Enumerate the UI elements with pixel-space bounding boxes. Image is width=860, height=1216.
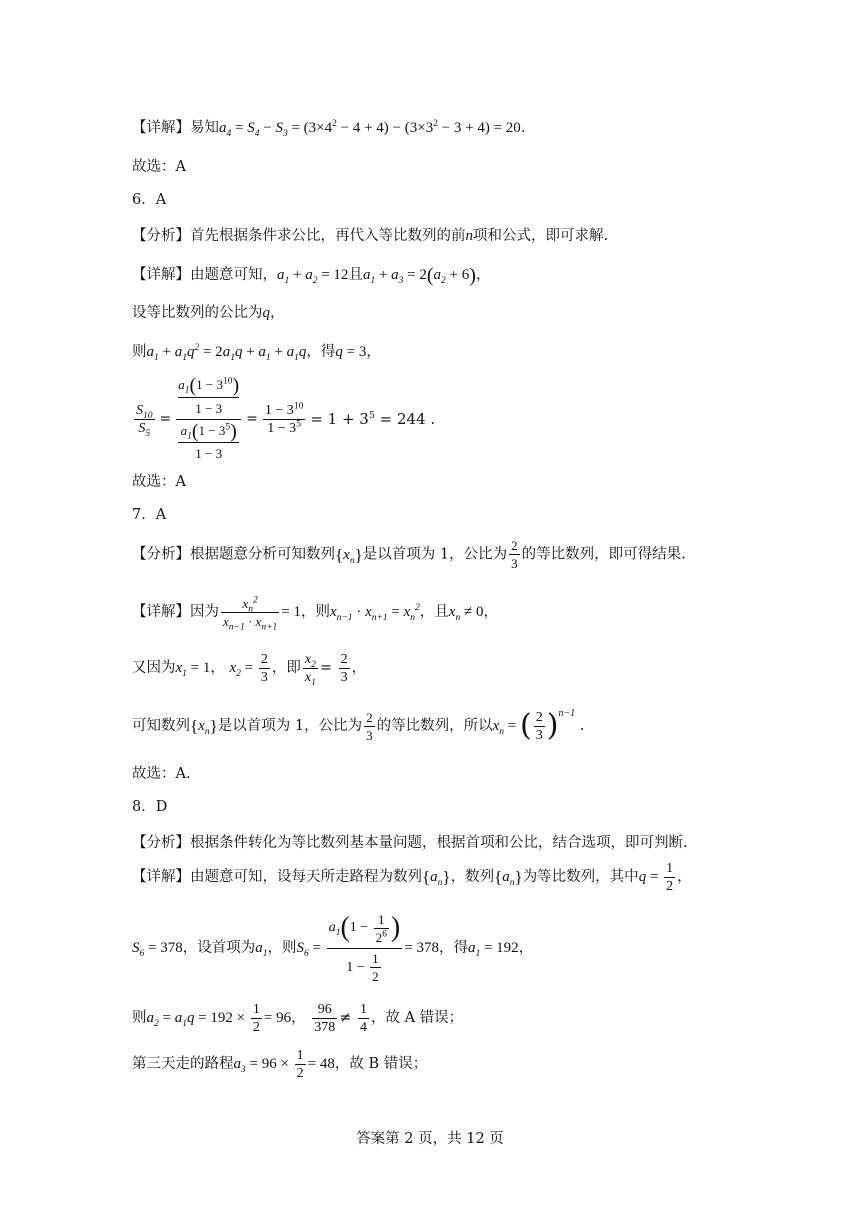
q5-formula: $a_4 = S_4 - S_3 = (3\times 4^2 - 4 + 4) - (3\times 3^2 - 3 + 4) = 20$ (219, 119, 521, 139)
page-footer: 答案第 2 页，共 12 页 (356, 1131, 504, 1147)
q5-detail-label: 【详解】易知 (132, 120, 219, 136)
q7-detail-line: 【详解】因为 $\frac{x_n^2}{x_{n-1} \cdot x_{n+1}}$ = 1，则$x_{n-1} \cdot x_{n+1} = x_n^2$，且$x_n \ne 0$， (132, 595, 498, 633)
q7-also-line: 又因为$x_1 = 1$， $x_2$ = $\frac{2}{3}$ ，即 $\frac{x_2}{x_1}$ = $\frac{2}{3}$ ， (132, 651, 367, 688)
q8-sum-line: $S_6 = 378$，设首项为$a_1$，则$S_6$ = $a_1(1$ − $\frac{1}{2^6}$ ) 1 − $\frac{1}{2}$ = 378，得$a_1 = 192$， (132, 906, 533, 990)
q6-detail-line: 【详解】由题意可知，$a_1 + a_2 = 12$且$a_1 + a_3 = 2(a_2 + 6)$， (132, 264, 491, 287)
q6-second-eq: $a_1 + a_3 = 2(a_2 + 6)$ (362, 264, 476, 287)
q6-solve-eq: $a_1 + a_1q^2 = 2a_1q + a_1 + a_1q$ (146, 343, 307, 363)
q8-detail-line: 【详解】由题意可知，设每天所走路程为数列$\{a_n\}$，数列$\{a_n\}$为等比数列，其中q = $\frac{1}{2}$ ， (132, 860, 692, 894)
q8-number: 8．D (132, 799, 168, 815)
q6-number: 6．A (132, 192, 167, 208)
q8-third-line: 第三天走的路程$a_3 = 96$ × $\frac{1}{2}$ = 48，故 B 错误； (132, 1047, 428, 1081)
q6-solve-line: 则$a_1 + a_1q^2 = 2a_1q + a_1 + a_1q$，得q = 3， (132, 343, 381, 363)
q5-choice: 故选：A (132, 159, 186, 175)
q6-ratio-line: 设等比数列的公比为q， (132, 305, 285, 321)
q7-known-line: 可知数列$\{x_n\}$是以首项为 1，公比为 $\frac{2}{3}$ 的等比数列，所以$x_n$ = ( $\frac{2}{3}$ )$^{n-1}$ . (132, 708, 585, 743)
q8-second-line: 则$a_2 = a_1q = 192$ × $\frac{1}{2}$ = 96， $\frac{96}{378}$ ≠ $\frac{1}{4}$ ，故 A 错误； (132, 1001, 464, 1035)
q7-analysis: 【分析】根据题意分析可知数列$\{x_n\}$是以首项为 1，公比为 $\frac{2}{3}$ 的等比数列，即可得结果. (132, 538, 686, 571)
q6-analysis: 【分析】首先根据条件求公比，再代入等比数列的前n项和公式，即可求解. (132, 228, 609, 244)
q7-number: 7．A (132, 507, 167, 523)
q6-sum-eq: $a_1 + a_2 = 12$ (277, 267, 349, 286)
q6-choice: 故选：A (132, 474, 186, 490)
q6-ratio-formula: $\frac{S_{10}}{S_5}$ = $a_1(1 - 3^{10})$ 1 − 3 $a_1(1 - 3^5)$ 1 − 3 = $\frac{1 - 3^{10}}{1 - 3^5}$ = $1 + 3^5 = 244$ . (136, 374, 436, 462)
q7-choice: 故选：A. (132, 766, 191, 782)
q8-analysis: 【分析】根据条件转化为等比数列基本量问题，根据首项和公比，结合选项，即可判断. (132, 835, 688, 851)
q5-detail-line: 【详解】易知$a_4 = S_4 - S_3 = (3\times 4^2 - 4 + 4) - (3\times 3^2 - 3 + 4) = 20$. (132, 119, 526, 139)
